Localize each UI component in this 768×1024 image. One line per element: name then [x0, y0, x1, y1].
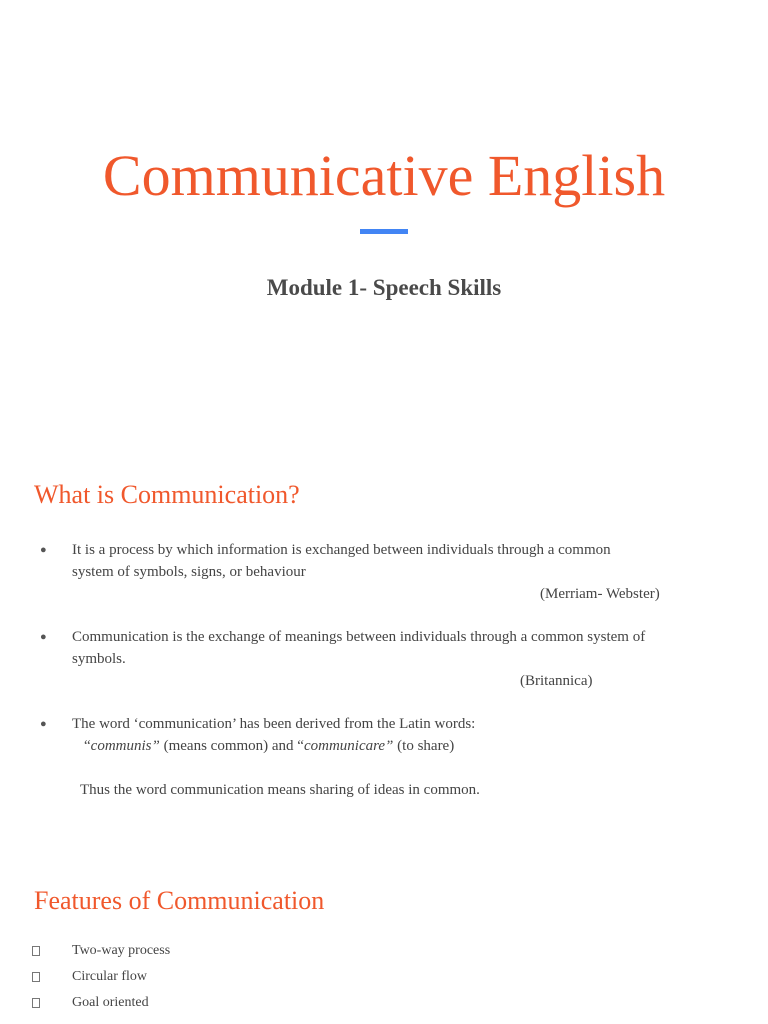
latin-word-communicare: communicare”: [303, 738, 394, 754]
feature-text: Goal oriented: [72, 995, 149, 1010]
citation-britannica: (Britannica): [520, 673, 593, 689]
section-heading-features: Features of Communication: [34, 886, 325, 915]
checkbox-square-icon: [32, 946, 40, 956]
bullet-text: The word ‘communication’ has been derived from the Latin words:: [72, 716, 476, 732]
bullet-text: system of symbols, signs, or behaviour: [72, 564, 306, 580]
bullet-text: It is a process by which information is exchanged between individuals through a common: [72, 542, 611, 558]
bullet-text: symbols.: [72, 651, 126, 667]
section-heading-what-is-communication: What is Communication?: [34, 480, 300, 509]
summary-sentence: Thus the word communication means sharing of ideas in common.: [80, 782, 480, 798]
citation-merriam-webster: (Merriam- Webster): [540, 586, 660, 602]
latin-meaning-text: (to share): [393, 738, 455, 754]
page-subtitle: Module 1- Speech Skills: [266, 275, 502, 300]
bullet-icon: ●: [40, 544, 47, 556]
bullet-icon: ●: [40, 718, 47, 730]
feature-text: Two-way process: [72, 943, 171, 958]
checkbox-square-icon: [32, 998, 40, 1008]
quote-mark: “: [84, 738, 91, 754]
latin-word-communis: communis”: [90, 738, 160, 754]
bullet-text: Communication is the exchange of meanings between individuals through a common system of: [72, 629, 646, 645]
title-underline-rule: [360, 229, 408, 234]
feature-text: Circular flow: [72, 969, 148, 984]
title-slide: [0, 0, 768, 430]
bullet-icon: ●: [40, 631, 47, 643]
latin-meaning-text: (means common) and “: [159, 738, 304, 754]
page-title: Communicative English: [102, 143, 666, 208]
checkbox-square-icon: [32, 972, 40, 982]
latin-words-line: [84, 735, 454, 757]
